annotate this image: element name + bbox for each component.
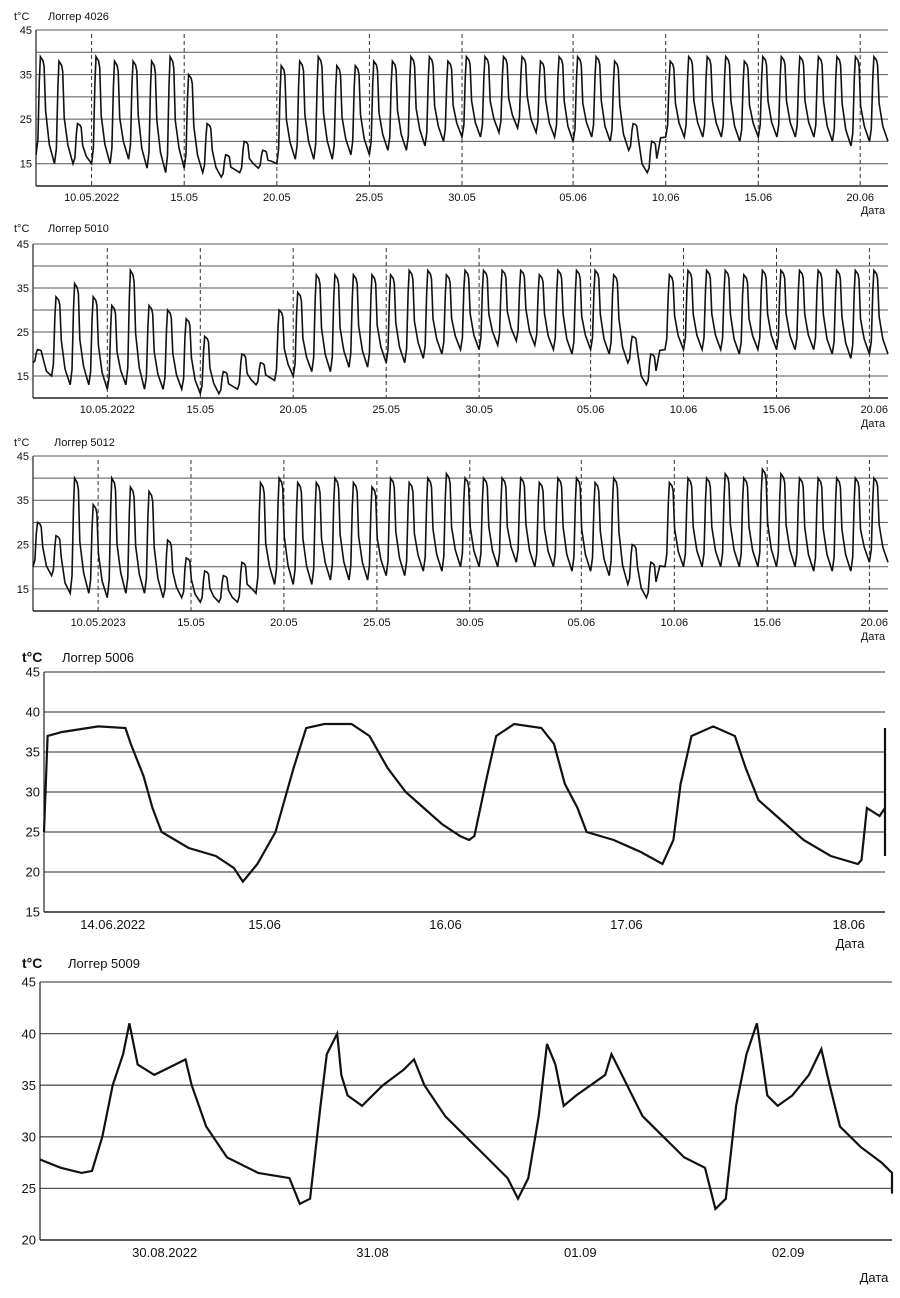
x-tick-label: 18.06 (832, 917, 866, 932)
temperature-line (40, 1023, 892, 1209)
panel-logger-5006 (22, 649, 885, 951)
y-unit-label: t°C (14, 437, 30, 449)
y-tick-labels (17, 451, 29, 596)
y-tick-label: 25 (16, 327, 29, 339)
panel-title: Логгер 5009 (68, 956, 140, 971)
y-tick-label: 45 (25, 664, 40, 680)
x-tick-label: 17.06 (610, 917, 643, 932)
y-tick-label: 35 (19, 69, 32, 82)
panel-title: Логгер 5006 (62, 650, 134, 665)
x-tick-label: 30.08.2022 (132, 1245, 198, 1260)
x-tick-label: 30.05 (465, 404, 493, 416)
x-tick-label: 05.06 (567, 617, 596, 629)
x-tick-label: 15.06 (744, 192, 773, 204)
x-axis-label: Дата (860, 418, 886, 430)
x-axis-label: Дата (835, 936, 865, 951)
y-unit-label: t°C (22, 649, 43, 665)
y-unit-label: t°C (14, 223, 30, 235)
x-tick-label: 10.06 (651, 192, 680, 204)
x-tick-label: 15.06 (248, 917, 281, 932)
y-tick-label: 15 (16, 583, 29, 596)
x-tick-label: 15.06 (753, 617, 781, 629)
y-unit-label: t°C (14, 11, 30, 23)
y-tick-label: 25 (19, 114, 32, 127)
x-tick-label: 15.05 (186, 404, 215, 416)
x-tick-labels (80, 917, 865, 932)
x-axis-label: Дата (860, 631, 886, 643)
temperature-line (33, 469, 888, 602)
x-tick-label: 20.06 (846, 192, 874, 204)
y-tick-label: 15 (16, 371, 29, 383)
x-tick-labels (64, 192, 874, 204)
x-tick-label: 30.05 (448, 192, 476, 204)
y-tick-label: 25 (21, 1181, 36, 1197)
x-tick-label: 15.05 (170, 192, 198, 204)
y-tick-label: 45 (19, 25, 32, 37)
panel-logger-5010 (14, 223, 888, 430)
panel-logger-5009 (22, 955, 892, 1285)
y-tick-label: 35 (25, 744, 40, 760)
x-axis-label: Дата (860, 205, 886, 217)
y-tick-label: 45 (16, 451, 29, 463)
x-tick-label: 20.06 (860, 404, 888, 416)
temperature-line (44, 724, 885, 882)
panel-logger-5012 (14, 437, 888, 643)
x-tick-label: 25.05 (372, 404, 400, 416)
x-tick-label: 20.05 (263, 192, 291, 204)
panel-title: Логгер 5010 (48, 223, 109, 235)
y-tick-label: 40 (21, 1026, 36, 1042)
y-tick-label: 15 (25, 904, 40, 920)
x-tick-label: 10.06 (660, 617, 689, 629)
x-tick-labels (71, 617, 888, 629)
x-tick-label: 01.09 (564, 1245, 597, 1260)
x-tick-label: 05.06 (559, 192, 587, 204)
panel-title: Логгер 5012 (54, 437, 115, 449)
y-tick-label: 15 (19, 158, 32, 171)
x-tick-label: 15.06 (762, 404, 791, 416)
x-tick-label: 20.05 (279, 404, 307, 416)
x-tick-label: 14.06.2022 (80, 917, 146, 932)
x-tick-label: 25.05 (363, 617, 391, 629)
x-tick-label: 15.05 (177, 617, 205, 629)
gridlines (40, 982, 892, 1240)
x-tick-label: 10.05.2023 (70, 617, 126, 629)
x-tick-label: 16.06 (429, 917, 462, 932)
x-tick-labels (132, 1245, 804, 1260)
gridlines (44, 672, 885, 912)
y-tick-label: 30 (25, 784, 40, 800)
y-tick-label: 45 (21, 974, 36, 990)
y-tick-labels (17, 239, 29, 383)
x-tick-label: 31.08 (356, 1245, 389, 1260)
x-tick-labels (80, 404, 888, 416)
y-tick-label: 35 (16, 495, 29, 508)
y-tick-label: 25 (25, 824, 40, 840)
y-unit-label: t°C (22, 955, 43, 971)
x-tick-label: 30.05 (456, 617, 484, 629)
y-tick-label: 30 (21, 1129, 36, 1145)
y-tick-label: 20 (25, 864, 40, 880)
x-tick-label: 10.06 (669, 404, 698, 416)
x-axis-label: Дата (859, 1270, 889, 1285)
y-tick-label: 40 (25, 704, 40, 720)
y-tick-label: 25 (16, 539, 29, 552)
x-tick-label: 25.05 (355, 192, 384, 204)
y-tick-label: 45 (16, 239, 29, 251)
x-tick-label: 20.05 (270, 617, 298, 629)
x-tick-label: 20.06 (860, 617, 888, 629)
x-tick-label: 02.09 (771, 1245, 805, 1260)
panel-logger-4026 (14, 11, 888, 217)
x-tick-label: 10.05.2022 (79, 404, 135, 416)
y-tick-label: 20 (21, 1232, 36, 1248)
x-tick-label: 10.05.2022 (64, 192, 120, 204)
y-tick-labels (22, 975, 36, 1248)
y-tick-labels (20, 25, 32, 171)
x-tick-label: 05.06 (576, 404, 605, 416)
y-tick-label: 35 (21, 1077, 36, 1093)
panel-title: Логгер 4026 (48, 11, 109, 23)
y-tick-labels (26, 665, 40, 920)
y-tick-label: 35 (16, 283, 29, 295)
